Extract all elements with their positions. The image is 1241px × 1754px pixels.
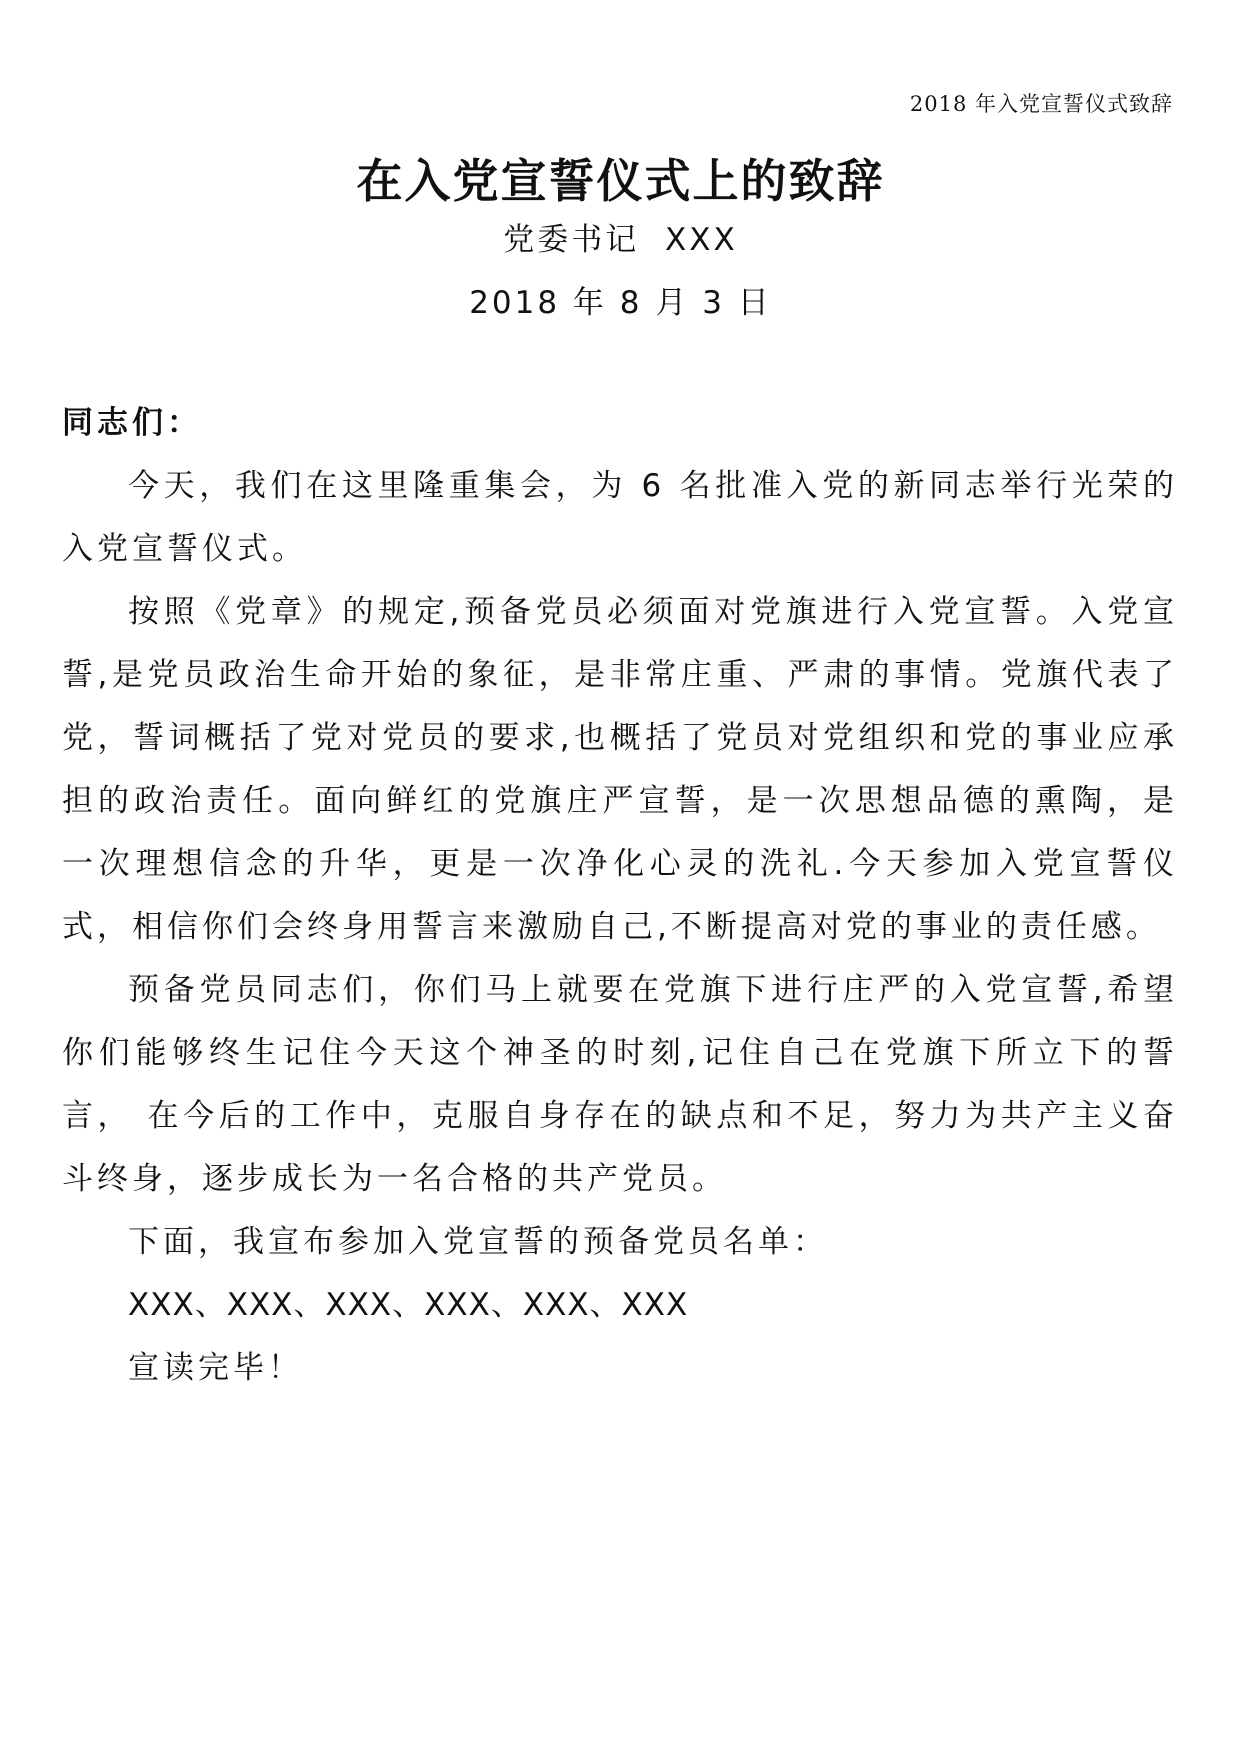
- paragraph-3: 预备党员同志们，你们马上就要在党旗下进行庄严的入党宣誓,希望你们能够终生记住今天这个神圣的时刻,记住自己在党旗下所立下的誓言， 在今后的工作中，克服自身存在的缺点和不足，努力为共产主义奋斗终身，逐步成长为一名合格的共产党员。: [62, 972, 1178, 1197]
- date-line: 2018 年 8 月 3 日: [469, 285, 772, 321]
- paragraph-2: 按照《党章》的规定,预备党员必须面对党旗进行入党宣誓。入党宣誓,是党员政治生命开始的象征，是非常庄重、严肃的事情。党旗代表了党，誓词概括了党对党员的要求,也概括了党员对党组织和党的事业应承担的政治责任。面向鲜红的党旗庄严宣誓，是一次思想品德的熏陶，是一次理想信念的升华，更是一次净化心灵的洗礼.今天参加入党宣誓仪式，相信你们会终身用誓言来激励自己,不断提高对党的事业的责任感。: [62, 594, 1178, 945]
- salutation: 同志们：: [62, 405, 202, 441]
- paragraph-1: 今天，我们在这里隆重集会，为 6 名批准入党的新同志举行光荣的入党宣誓仪式。: [62, 468, 1178, 567]
- closing-line: 宣读完毕！: [128, 1350, 303, 1386]
- names-list: XXX、XXX、XXX、XXX、XXX、XXX: [128, 1287, 689, 1323]
- running-header: 2018 年入党宣誓仪式致辞: [909, 92, 1173, 116]
- paragraph-4: 下面，我宣布参加入党宣誓的预备党员名单：: [128, 1224, 828, 1260]
- author-line: 党委书记 XXX: [503, 222, 738, 258]
- document-body: [62, 392, 1178, 1400]
- document-title: 在入党宣誓仪式上的致辞: [356, 154, 885, 208]
